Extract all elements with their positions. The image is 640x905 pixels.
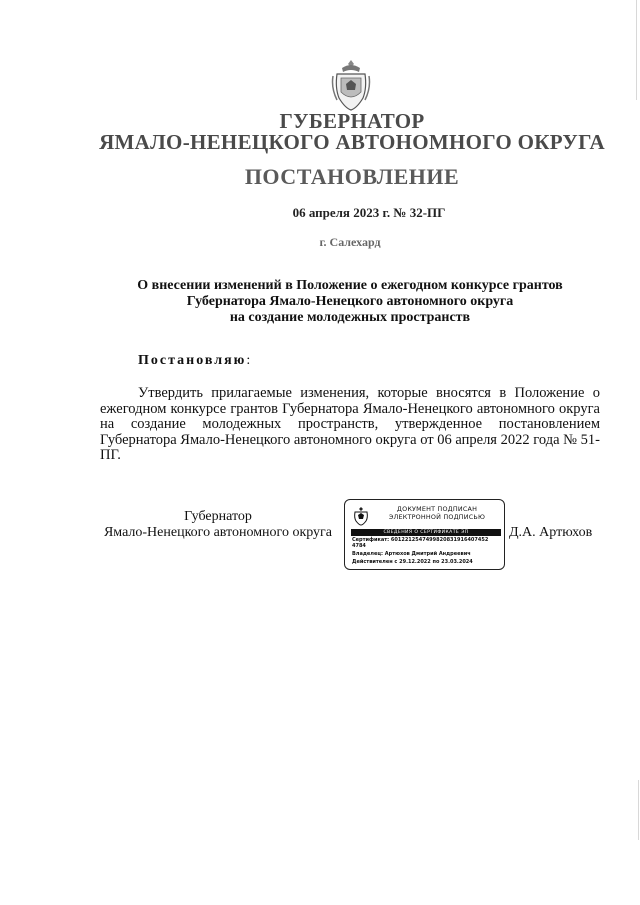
signer-title-line-2: Ямало-Ненецкого автономного округа [103,525,333,540]
document-subject [100,278,600,326]
org-title-line-2: ЯМАЛО-НЕНЕЦКОГО АВТОНОМНОГО ОКРУГА [99,130,605,154]
stamp-certificate-bar: СВЕДЕНИЯ О СЕРТИФИКАТЕ ЭП [351,529,501,536]
scan-edge-mark [636,0,637,100]
document-type: ПОСТАНОВЛЕНИЕ [244,164,460,189]
electronic-signature-stamp [344,499,505,570]
subject-line-2: Губернатора Ямало-Ненецкого автономного округа [186,294,514,309]
stamp-owner: Владелец: Артюхов Дмитрий Андреевич [352,551,471,557]
scan-edge-mark [638,780,639,840]
stamp-certificate-cont: 4784 [352,543,366,549]
document-city: г. Салехард [319,235,381,249]
stamp-header-line-2: ЭЛЕКТРОННОЙ ПОДПИСЬЮ [388,513,486,521]
resolution-keyword-text: Постановляю [138,353,247,368]
signer-title-line-1: Губернатор [184,509,252,524]
resolution-keyword [138,353,250,369]
stamp-header-line-1: ДОКУМЕНТ ПОДПИСАН [396,505,478,513]
resolution-text: Утвердить прилагаемые изменения, которые вносятся в Положение о ежегодном конкурсе грантов Губернатора Ямало-Ненецкого автономного округа на создание молодежных пространств, утвержденное постановлением Губернатора Ямало-Ненецкого автономного округа от 06 апреля 2022 года № 51-ПГ. [100,385,600,463]
stamp-certificate: Сертификат: 6012212547499820831916407452 [352,537,489,543]
resolution-colon: : [246,353,251,368]
subject-line-1: О внесении изменений в Положение о ежегодном конкурсе грантов [137,278,563,293]
stamp-header [373,505,501,521]
stamp-coat-of-arms-icon [353,506,369,526]
document-date-number: 06 апреля 2023 г. № 32-ПГ [292,205,446,220]
subject-line-3: на создание молодежных пространств [229,310,471,325]
org-title-line-1: ГУБЕРНАТОР [279,109,425,133]
signer-name: Д.А. Артюхов [509,525,593,540]
stamp-validity: Действителен с 29.12.2022 по 23.03.2024 [352,559,473,565]
coat-of-arms-icon [331,58,371,112]
